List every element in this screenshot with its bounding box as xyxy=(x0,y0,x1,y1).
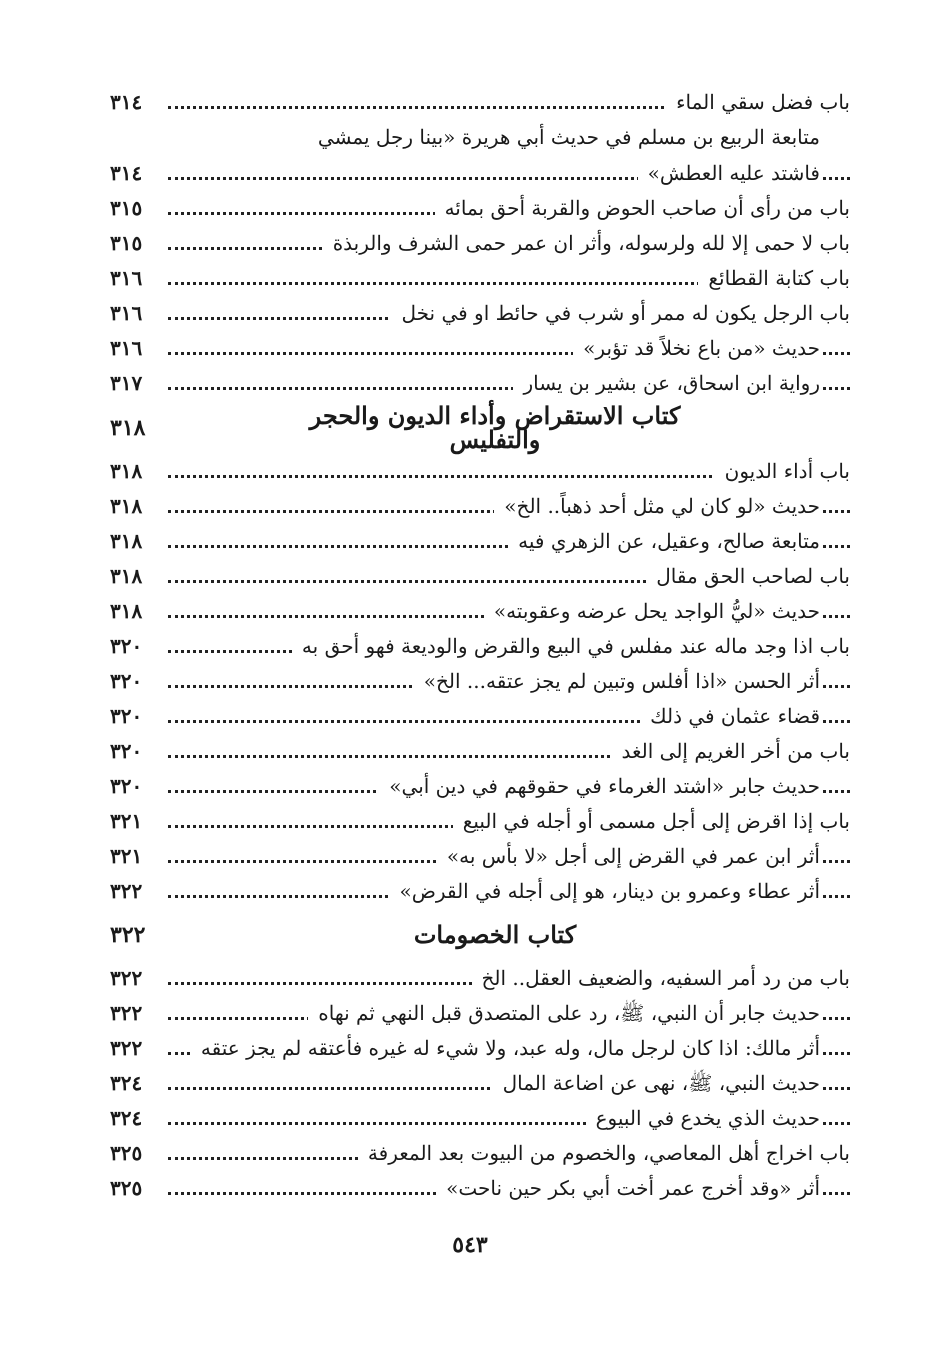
toc-entry xyxy=(110,1066,850,1100)
entry-title: باب اخراج أهل المعاصي، والخصوم من البيوت بعد المعرفة xyxy=(358,1143,850,1163)
entry-page: ٣١٤ xyxy=(110,161,143,185)
toc-entry xyxy=(110,629,850,663)
toc-entry xyxy=(110,1101,850,1135)
toc-entry xyxy=(110,1031,850,1065)
entry-title: باب فضل سقي الماء xyxy=(666,92,850,112)
entry-page: ٣١٥ xyxy=(110,196,143,220)
entry-title: أثر «وقد أخرج عمر أخت أبي بكر حين ناحت» xyxy=(436,1178,820,1198)
section-heading xyxy=(110,401,850,454)
entry-title: باب اذا وجد ماله عند مفلس في البيع والقرض والوديعة فهو أحق به xyxy=(292,636,850,656)
entry-title: أثر عطاء وعمرو بن دينار، هو إلى أجله في القرض» xyxy=(390,881,820,901)
entry-title: أثر مالك: اذا كان لرجل مال، وله عبد، ولا شيء له غيره فأعتقه لم يجز عتقه xyxy=(191,1038,820,1058)
entry-page: ٣٢٤ xyxy=(110,1106,143,1130)
toc-entry xyxy=(110,664,850,698)
entry-title: باب من رد أمر السفيه، والضعيف العقل.. الخ xyxy=(472,968,851,988)
entry-title: متابعة صالح، وعقيل، عن الزهري فيه xyxy=(508,531,820,551)
entry-page: ٣٢٠ xyxy=(110,739,143,763)
entry-page: ٣٢٢ xyxy=(110,1036,143,1060)
toc-entry xyxy=(110,366,850,400)
toc-entry xyxy=(110,1171,850,1205)
entry-page: ٣١٨ xyxy=(110,564,143,588)
toc-entry xyxy=(110,489,850,523)
entry-page: ٣١٨ xyxy=(110,529,143,553)
toc-entry xyxy=(110,261,850,295)
entry-page: ٣٢٠ xyxy=(110,774,143,798)
entry-page: ٣٢٠ xyxy=(110,669,143,693)
entry-page: ٣٢١ xyxy=(110,809,143,833)
entry-title: باب إذا اقرض إلى أجل مسمى أو أجله في البيع xyxy=(453,811,850,831)
entry-title: باب الرجل يكون له ممر أو شرب في حائط او في نخل xyxy=(391,303,850,323)
entry-page: ٣١٦ xyxy=(110,336,143,360)
entry-title: باب لا حمى إلا لله ولرسوله، وأثر ان عمر حمى الشرف والربذة xyxy=(323,233,850,253)
entry-title: حديث جابر أن النبي، ﷺ، رد على المتصدق قبل النهي ثم نهاه xyxy=(308,1003,820,1023)
entry-title: أثر الحسن «اذا أفلس وتبين لم يجز عتقه... الخ» xyxy=(414,671,820,691)
entry-title: باب أداء الديون xyxy=(715,461,850,481)
entry-title: حديث الذي يخدع في البيوع xyxy=(586,1108,820,1128)
entry-page: ٣٢٠ xyxy=(110,634,143,658)
entry-page: ٣١٤ xyxy=(110,90,143,114)
entry-title: فاشتد عليه العطش» xyxy=(638,163,820,183)
toc-entry xyxy=(110,524,850,558)
section-title: كتاب الخصومات xyxy=(413,920,577,949)
page-number: ٥٤٣ xyxy=(452,1232,488,1258)
toc-entry xyxy=(110,996,850,1030)
section-title: كتاب الاستقراض وأداء الديون والحجر والتفليس xyxy=(309,401,681,454)
entry-title: حديث النبي، ﷺ، نهى عن اضاعة المال xyxy=(493,1073,820,1093)
toc-entry xyxy=(110,226,850,260)
toc-entry xyxy=(110,769,850,803)
toc-entry xyxy=(110,559,850,593)
entry-page: ٣٢٤ xyxy=(110,1071,143,1095)
toc-entry xyxy=(110,296,850,330)
entry-page: ٣١٨ xyxy=(110,459,143,483)
toc-entry xyxy=(110,874,850,908)
toc-entry xyxy=(110,331,850,365)
entry-page: ٣١٨ xyxy=(110,494,143,518)
entry-title: حديث «لو كان لي مثل أحد ذهباً.. الخ» xyxy=(494,496,820,516)
toc-entry xyxy=(110,804,850,838)
section-page: ٣١٨ xyxy=(110,415,146,441)
toc-entry xyxy=(110,85,850,119)
entry-title: باب لصاحب الحق مقال xyxy=(646,566,850,586)
entry-page: ٣٢٢ xyxy=(110,879,143,903)
entry-title: أثر ابن عمر في القرض إلى أجل «لا بأس به» xyxy=(437,846,820,866)
entry-title: باب كتابة القطائع xyxy=(698,268,850,288)
toc-entry xyxy=(110,156,850,190)
section-page: ٣٢٢ xyxy=(110,922,146,948)
entry-page: ٣٢٢ xyxy=(110,1001,143,1025)
section-heading xyxy=(110,915,850,955)
entry-page: ٣١٥ xyxy=(110,231,143,255)
entry-title: باب من رأى أن صاحب الحوض والقربة أحق بمائه xyxy=(435,198,850,218)
entry-page: ٣٢١ xyxy=(110,844,143,868)
toc-entry xyxy=(110,454,850,488)
toc-entry xyxy=(110,191,850,225)
toc-entry xyxy=(110,734,850,768)
entry-page: ٣١٨ xyxy=(110,599,143,623)
entry-page: ٣٢٢ xyxy=(110,966,143,990)
entry-title: باب من أخر الغريم إلى الغد xyxy=(612,741,851,761)
entry-page: ٣١٦ xyxy=(110,301,143,325)
entry-page: ٣١٦ xyxy=(110,266,143,290)
toc-entry xyxy=(110,699,850,733)
entry-page: ٣١٧ xyxy=(110,371,143,395)
toc-entry xyxy=(110,839,850,873)
entry-page: ٣٢٥ xyxy=(110,1141,143,1165)
entry-page: ٣٢٥ xyxy=(110,1176,143,1200)
entry-title: قضاء عثمان في ذلك xyxy=(640,706,820,726)
entry-title: متابعة الربيع بن مسلم في حديث أبي هريرة «بينا رجل يمشي xyxy=(317,125,820,149)
toc-entry xyxy=(110,594,850,628)
entry-title: رواية ابن اسحاق، عن بشير بن يسار xyxy=(513,373,820,393)
entry-title: حديث جابر «اشتد الغرماء في حقوقهم في دين أبي» xyxy=(379,776,820,796)
toc-entry xyxy=(110,961,850,995)
entry-page: ٣٢٠ xyxy=(110,704,143,728)
entry-title: حديث «من باع نخلاً قد تؤبر» xyxy=(573,338,820,358)
toc-entry xyxy=(110,1136,850,1170)
entry-title: حديث «ليُّ الواجد يحل عرضه وعقوبته» xyxy=(484,601,820,621)
